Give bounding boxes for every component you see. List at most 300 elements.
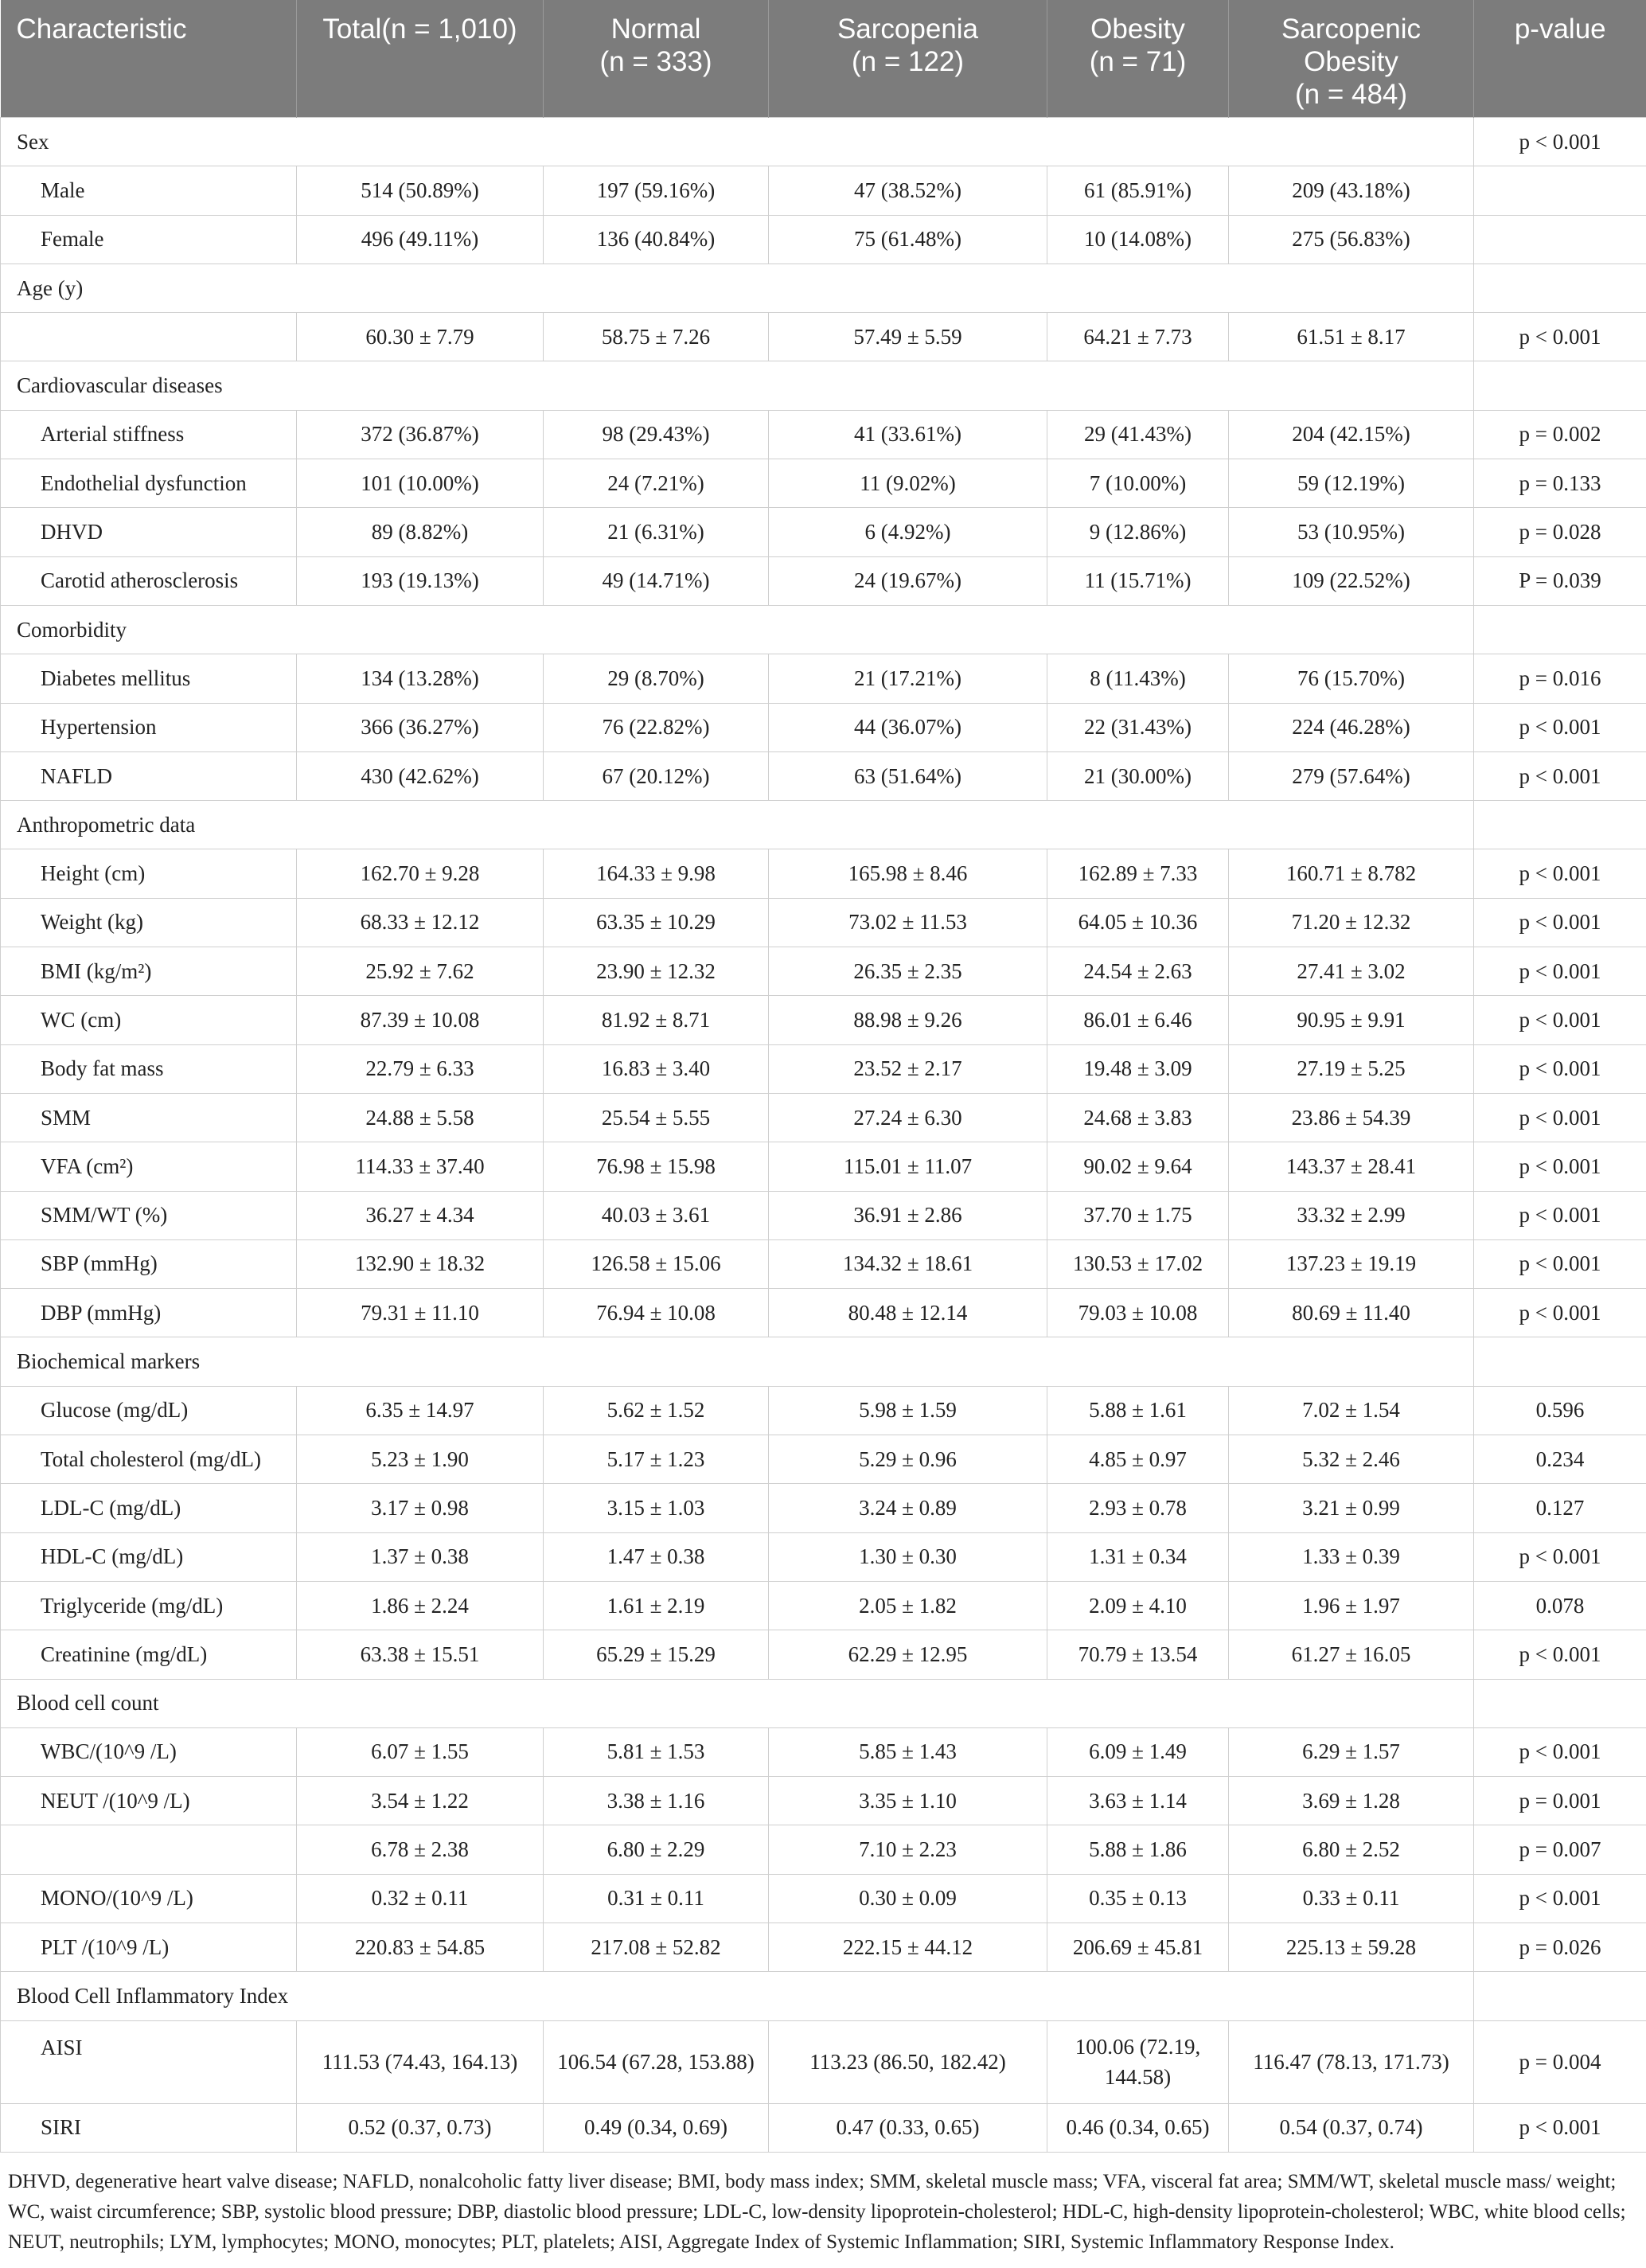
- p-value-cell: p < 0.001: [1474, 996, 1646, 1044]
- sarcopenia-cell: 5.98 ± 1.59: [769, 1386, 1047, 1435]
- normal-cell: 136 (40.84%): [544, 215, 769, 263]
- sarcopenic-obesity-cell: 23.86 ± 54.39: [1229, 1093, 1474, 1142]
- normal-cell: 76.98 ± 15.98: [544, 1142, 769, 1191]
- total-cell: 3.17 ± 0.98: [297, 1484, 544, 1532]
- obesity-cell: 22 (31.43%): [1047, 703, 1229, 751]
- row-label: NEUT /(10^9 /L): [1, 1777, 297, 1825]
- sarcopenia-cell: 44 (36.07%): [769, 703, 1047, 751]
- row-label: Height (cm): [1, 849, 297, 898]
- obesity-cell: 5.88 ± 1.61: [1047, 1386, 1229, 1435]
- row-label: NAFLD: [1, 751, 297, 800]
- table-row: [1, 898, 1646, 947]
- row-label: HDL-C (mg/dL): [1, 1532, 297, 1581]
- row-label: Triglyceride (mg/dL): [1, 1581, 297, 1630]
- sarcopenia-cell: 23.52 ± 2.17: [769, 1044, 1047, 1093]
- sarcopenic-obesity-cell: 225.13 ± 59.28: [1229, 1923, 1474, 1971]
- p-value-cell: [1474, 215, 1646, 263]
- sarcopenia-cell: 2.05 ± 1.82: [769, 1581, 1047, 1630]
- total-cell: 60.30 ± 7.79: [297, 313, 544, 361]
- obesity-cell: 70.79 ± 13.54: [1047, 1630, 1229, 1679]
- sarcopenia-cell: 75 (61.48%): [769, 215, 1047, 263]
- sarcopenic-obesity-cell: 1.96 ± 1.97: [1229, 1581, 1474, 1630]
- total-cell: 111.53 (74.43, 164.13): [297, 2020, 544, 2103]
- row-label: Endothelial dysfunction: [1, 459, 297, 508]
- table-row: [1, 1874, 1646, 1923]
- p-value-cell: p < 0.001: [1474, 1630, 1646, 1679]
- table-row: [1, 1386, 1646, 1435]
- normal-cell: 0.49 (0.34, 0.69): [544, 2103, 769, 2152]
- table-row: [1, 1289, 1646, 1337]
- sarcopenic-obesity-cell: 1.33 ± 0.39: [1229, 1532, 1474, 1581]
- normal-cell: 5.17 ± 1.23: [544, 1435, 769, 1484]
- sarcopenic-obesity-cell: 0.54 (0.37, 0.74): [1229, 2103, 1474, 2152]
- p-value-cell: p < 0.001: [1474, 1142, 1646, 1191]
- normal-cell: 21 (6.31%): [544, 508, 769, 556]
- total-cell: 0.52 (0.37, 0.73): [297, 2103, 544, 2152]
- row-label: BMI (kg/m²): [1, 947, 297, 996]
- sarcopenic-obesity-cell: 109 (22.52%): [1229, 556, 1474, 605]
- table-row: [1, 2103, 1646, 2152]
- p-value-cell: p < 0.001: [1474, 1093, 1646, 1142]
- obesity-cell: 162.89 ± 7.33: [1047, 849, 1229, 898]
- p-value-cell: 0.234: [1474, 1435, 1646, 1484]
- sarcopenia-cell: 47 (38.52%): [769, 166, 1047, 215]
- row-label: Creatinine (mg/dL): [1, 1630, 297, 1679]
- normal-cell: 63.35 ± 10.29: [544, 898, 769, 947]
- header-normal: [544, 0, 769, 118]
- header-normal-name: Normal: [610, 14, 701, 45]
- table-footnote: DHVD, degenerative heart valve disease; NAFLD, nonalcoholic fatty liver disease; BMI, body mass index; SMM, skeletal muscle mass; VFA, visceral fat area; SMM/WT, skeletal muscle mass/ weight; WC, waist circumference; SBP, systolic blood pressure; DBP, diastolic blood pressure; LDL-C, low-density lipoprotein-cholesterol; HDL-C, high-density lipoprotein-cholesterol; WBC, white blood cells; NEUT, neutrophils; LYM, lymphocytes; MONO, monocytes; PLT, platelets; AISI, Aggregate Index of Systemic Inflammation; SIRI, Systemic Inflammatory Response Index.: [8, 2171, 1626, 2253]
- row-label: SMM/WT (%): [1, 1191, 297, 1239]
- row-label: LDL-C (mg/dL): [1, 1484, 297, 1532]
- sarcopenia-cell: 5.29 ± 0.96: [769, 1435, 1047, 1484]
- p-value-cell: p < 0.001: [1474, 118, 1646, 166]
- obesity-cell: 6.09 ± 1.49: [1047, 1727, 1229, 1776]
- total-cell: 114.33 ± 37.40: [297, 1142, 544, 1191]
- p-value-cell: [1474, 263, 1646, 312]
- sarcopenia-cell: 88.98 ± 9.26: [769, 996, 1047, 1044]
- obesity-cell: 11 (15.71%): [1047, 556, 1229, 605]
- table-row: [1, 654, 1646, 703]
- normal-cell: 1.61 ± 2.19: [544, 1581, 769, 1630]
- obesity-cell: 206.69 ± 45.81: [1047, 1923, 1229, 1971]
- sarcopenic-obesity-cell: 3.21 ± 0.99: [1229, 1484, 1474, 1532]
- header-so-name2: Obesity: [1304, 46, 1398, 77]
- p-value-cell: [1474, 605, 1646, 654]
- table-row: [1, 1191, 1646, 1239]
- total-cell: 372 (36.87%): [297, 410, 544, 459]
- row-label: DBP (mmHg): [1, 1289, 297, 1337]
- sarcopenic-obesity-cell: 5.32 ± 2.46: [1229, 1435, 1474, 1484]
- header-total: Total(n = 1,010): [297, 0, 544, 118]
- row-label: [1, 1825, 297, 1874]
- sarcopenic-obesity-cell: 61.27 ± 16.05: [1229, 1630, 1474, 1679]
- normal-cell: 197 (59.16%): [544, 166, 769, 215]
- sarcopenia-cell: 57.49 ± 5.59: [769, 313, 1047, 361]
- header-obesity: [1047, 0, 1229, 118]
- p-value-cell: [1474, 166, 1646, 215]
- sarcopenic-obesity-cell: 76 (15.70%): [1229, 654, 1474, 703]
- sarcopenic-obesity-cell: 160.71 ± 8.782: [1229, 849, 1474, 898]
- header-so-name1: Sarcopenic: [1281, 14, 1422, 45]
- normal-cell: 29 (8.70%): [544, 654, 769, 703]
- sarcopenic-obesity-cell: 137.23 ± 19.19: [1229, 1239, 1474, 1288]
- sarcopenic-obesity-cell: 204 (42.15%): [1229, 410, 1474, 459]
- sarcopenic-obesity-cell: 143.37 ± 28.41: [1229, 1142, 1474, 1191]
- header-normal-n: (n = 333): [599, 46, 712, 77]
- row-label: Glucose (mg/dL): [1, 1386, 297, 1435]
- p-value-cell: p < 0.001: [1474, 1532, 1646, 1581]
- sarcopenic-obesity-cell: 3.69 ± 1.28: [1229, 1777, 1474, 1825]
- normal-cell: 65.29 ± 15.29: [544, 1630, 769, 1679]
- table-row: [1, 166, 1646, 215]
- normal-cell: 106.54 (67.28, 153.88): [544, 2020, 769, 2103]
- normal-cell: 1.47 ± 0.38: [544, 1532, 769, 1581]
- p-value-cell: p < 0.001: [1474, 1727, 1646, 1776]
- p-value-cell: 0.596: [1474, 1386, 1646, 1435]
- p-value-cell: p < 0.001: [1474, 703, 1646, 751]
- p-value-cell: p = 0.007: [1474, 1825, 1646, 1874]
- sarcopenia-cell: 41 (33.61%): [769, 410, 1047, 459]
- row-label: SBP (mmHg): [1, 1239, 297, 1288]
- table-row: [1, 849, 1646, 898]
- p-value-cell: p < 0.001: [1474, 1191, 1646, 1239]
- table-row: [1, 947, 1646, 996]
- total-cell: 193 (19.13%): [297, 556, 544, 605]
- sarcopenia-cell: 36.91 ± 2.86: [769, 1191, 1047, 1239]
- p-value-cell: p < 0.001: [1474, 313, 1646, 361]
- table-row: [1, 1923, 1646, 1971]
- section-label: Sex: [1, 118, 1474, 166]
- p-value-cell: p = 0.016: [1474, 654, 1646, 703]
- obesity-cell: 19.48 ± 3.09: [1047, 1044, 1229, 1093]
- sarcopenia-cell: 3.35 ± 1.10: [769, 1777, 1047, 1825]
- total-cell: 3.54 ± 1.22: [297, 1777, 544, 1825]
- obesity-cell: 0.46 (0.34, 0.65): [1047, 2103, 1229, 2152]
- row-label: Male: [1, 166, 297, 215]
- total-cell: 5.23 ± 1.90: [297, 1435, 544, 1484]
- obesity-cell: 5.88 ± 1.86: [1047, 1825, 1229, 1874]
- total-cell: 514 (50.89%): [297, 166, 544, 215]
- normal-cell: 81.92 ± 8.71: [544, 996, 769, 1044]
- sarcopenic-obesity-cell: 61.51 ± 8.17: [1229, 313, 1474, 361]
- sarcopenia-cell: 115.01 ± 11.07: [769, 1142, 1047, 1191]
- p-value-cell: p < 0.001: [1474, 947, 1646, 996]
- total-cell: 25.92 ± 7.62: [297, 947, 544, 996]
- table-row: [1, 1777, 1646, 1825]
- obesity-cell: 37.70 ± 1.75: [1047, 1191, 1229, 1239]
- obesity-cell: 2.93 ± 0.78: [1047, 1484, 1229, 1532]
- p-value-cell: p < 0.001: [1474, 1044, 1646, 1093]
- p-value-cell: p < 0.001: [1474, 849, 1646, 898]
- table-row: [1, 1142, 1646, 1191]
- total-cell: 22.79 ± 6.33: [297, 1044, 544, 1093]
- sarcopenic-obesity-cell: 209 (43.18%): [1229, 166, 1474, 215]
- total-cell: 132.90 ± 18.32: [297, 1239, 544, 1288]
- normal-cell: 5.81 ± 1.53: [544, 1727, 769, 1776]
- p-value-cell: p < 0.001: [1474, 2103, 1646, 2152]
- normal-cell: 76.94 ± 10.08: [544, 1289, 769, 1337]
- row-label: Total cholesterol (mg/dL): [1, 1435, 297, 1484]
- row-label: Body fat mass: [1, 1044, 297, 1093]
- sarcopenic-obesity-cell: 33.32 ± 2.99: [1229, 1191, 1474, 1239]
- sarcopenia-cell: 11 (9.02%): [769, 459, 1047, 508]
- p-value-cell: p = 0.002: [1474, 410, 1646, 459]
- obesity-cell: 29 (41.43%): [1047, 410, 1229, 459]
- sarcopenic-obesity-cell: 53 (10.95%): [1229, 508, 1474, 556]
- section-row: [1, 605, 1646, 654]
- sarcopenic-obesity-cell: 59 (12.19%): [1229, 459, 1474, 508]
- normal-cell: 40.03 ± 3.61: [544, 1191, 769, 1239]
- sarcopenia-cell: 80.48 ± 12.14: [769, 1289, 1047, 1337]
- normal-cell: 49 (14.71%): [544, 556, 769, 605]
- header-sarcopenia-name: Sarcopenia: [837, 14, 979, 45]
- sarcopenia-cell: 26.35 ± 2.35: [769, 947, 1047, 996]
- sarcopenia-cell: 73.02 ± 11.53: [769, 898, 1047, 947]
- row-label: DHVD: [1, 508, 297, 556]
- p-value-cell: [1474, 1679, 1646, 1727]
- sarcopenic-obesity-cell: 80.69 ± 11.40: [1229, 1289, 1474, 1337]
- total-cell: 134 (13.28%): [297, 654, 544, 703]
- table-row: [1, 1825, 1646, 1874]
- header-obesity-n: (n = 71): [1089, 46, 1187, 77]
- obesity-cell: 0.35 ± 0.13: [1047, 1874, 1229, 1923]
- section-label: Anthropometric data: [1, 801, 1474, 849]
- table-row: [1, 751, 1646, 800]
- total-cell: 430 (42.62%): [297, 751, 544, 800]
- obesity-cell: 10 (14.08%): [1047, 215, 1229, 263]
- p-value-cell: p < 0.001: [1474, 1289, 1646, 1337]
- sarcopenia-cell: 113.23 (86.50, 182.42): [769, 2020, 1047, 2103]
- normal-cell: 5.62 ± 1.52: [544, 1386, 769, 1435]
- sarcopenic-obesity-cell: 224 (46.28%): [1229, 703, 1474, 751]
- header-pvalue: p-value: [1474, 0, 1646, 118]
- table-header-row: [1, 0, 1646, 118]
- sarcopenic-obesity-cell: 6.29 ± 1.57: [1229, 1727, 1474, 1776]
- sarcopenia-cell: 134.32 ± 18.61: [769, 1239, 1047, 1288]
- obesity-cell: 130.53 ± 17.02: [1047, 1239, 1229, 1288]
- section-row: [1, 263, 1646, 312]
- sarcopenia-cell: 24 (19.67%): [769, 556, 1047, 605]
- row-label: Arterial stiffness: [1, 410, 297, 459]
- sarcopenia-cell: 27.24 ± 6.30: [769, 1093, 1047, 1142]
- row-label: Weight (kg): [1, 898, 297, 947]
- row-label: VFA (cm²): [1, 1142, 297, 1191]
- row-label: WC (cm): [1, 996, 297, 1044]
- obesity-cell: 24.68 ± 3.83: [1047, 1093, 1229, 1142]
- row-label: SMM: [1, 1093, 297, 1142]
- sarcopenia-cell: 1.30 ± 0.30: [769, 1532, 1047, 1581]
- sarcopenic-obesity-cell: 0.33 ± 0.11: [1229, 1874, 1474, 1923]
- sarcopenia-cell: 63 (51.64%): [769, 751, 1047, 800]
- p-value-cell: p < 0.001: [1474, 1874, 1646, 1923]
- p-value-cell: [1474, 361, 1646, 410]
- row-label: MONO/(10^9 /L): [1, 1874, 297, 1923]
- header-characteristic: Characteristic: [1, 0, 297, 118]
- normal-cell: 23.90 ± 12.32: [544, 947, 769, 996]
- table-row: [1, 1239, 1646, 1288]
- obesity-cell: 24.54 ± 2.63: [1047, 947, 1229, 996]
- obesity-cell: 100.06 (72.19, 144.58): [1047, 2020, 1229, 2103]
- obesity-cell: 8 (11.43%): [1047, 654, 1229, 703]
- section-row: [1, 801, 1646, 849]
- sarcopenic-obesity-cell: 7.02 ± 1.54: [1229, 1386, 1474, 1435]
- total-cell: 101 (10.00%): [297, 459, 544, 508]
- total-cell: 36.27 ± 4.34: [297, 1191, 544, 1239]
- total-cell: 6.78 ± 2.38: [297, 1825, 544, 1874]
- p-value-cell: p = 0.004: [1474, 2020, 1646, 2103]
- table-row: [1, 1093, 1646, 1142]
- normal-cell: 6.80 ± 2.29: [544, 1825, 769, 1874]
- table-row: [1, 1484, 1646, 1532]
- sarcopenia-cell: 21 (17.21%): [769, 654, 1047, 703]
- total-cell: 0.32 ± 0.11: [297, 1874, 544, 1923]
- table-body: [1, 118, 1646, 2153]
- total-cell: 366 (36.27%): [297, 703, 544, 751]
- sarcopenia-cell: 6 (4.92%): [769, 508, 1047, 556]
- section-label: Age (y): [1, 263, 1474, 312]
- sarcopenia-cell: 0.30 ± 0.09: [769, 1874, 1047, 1923]
- row-label: Diabetes mellitus: [1, 654, 297, 703]
- obesity-cell: 64.05 ± 10.36: [1047, 898, 1229, 947]
- total-cell: 68.33 ± 12.12: [297, 898, 544, 947]
- header-sarcopenic-obesity: [1229, 0, 1474, 118]
- normal-cell: 126.58 ± 15.06: [544, 1239, 769, 1288]
- total-cell: 496 (49.11%): [297, 215, 544, 263]
- sarcopenia-cell: 7.10 ± 2.23: [769, 1825, 1047, 1874]
- sarcopenia-cell: 0.47 (0.33, 0.65): [769, 2103, 1047, 2152]
- sarcopenia-cell: 5.85 ± 1.43: [769, 1727, 1047, 1776]
- sarcopenic-obesity-cell: 90.95 ± 9.91: [1229, 996, 1474, 1044]
- section-row: [1, 361, 1646, 410]
- obesity-cell: 4.85 ± 0.97: [1047, 1435, 1229, 1484]
- sarcopenic-obesity-cell: 27.41 ± 3.02: [1229, 947, 1474, 996]
- obesity-cell: 90.02 ± 9.64: [1047, 1142, 1229, 1191]
- total-cell: 162.70 ± 9.28: [297, 849, 544, 898]
- sarcopenic-obesity-cell: 71.20 ± 12.32: [1229, 898, 1474, 947]
- section-label: Cardiovascular diseases: [1, 361, 1474, 410]
- table-row: [1, 459, 1646, 508]
- row-label: AISI: [1, 2020, 297, 2103]
- row-label: PLT /(10^9 /L): [1, 1923, 297, 1971]
- normal-cell: 25.54 ± 5.55: [544, 1093, 769, 1142]
- normal-cell: 98 (29.43%): [544, 410, 769, 459]
- table-row: [1, 508, 1646, 556]
- header-sarcopenia-n: (n = 122): [851, 46, 965, 77]
- section-row: [1, 118, 1646, 166]
- table-row: [1, 313, 1646, 361]
- table-row: [1, 1044, 1646, 1093]
- table-row: [1, 1435, 1646, 1484]
- total-cell: 87.39 ± 10.08: [297, 996, 544, 1044]
- normal-cell: 3.38 ± 1.16: [544, 1777, 769, 1825]
- normal-cell: 67 (20.12%): [544, 751, 769, 800]
- normal-cell: 0.31 ± 0.11: [544, 1874, 769, 1923]
- table-row: [1, 556, 1646, 605]
- normal-cell: 217.08 ± 52.82: [544, 1923, 769, 1971]
- row-label: Hypertension: [1, 703, 297, 751]
- obesity-cell: 79.03 ± 10.08: [1047, 1289, 1229, 1337]
- header-sarcopenia: [769, 0, 1047, 118]
- sarcopenic-obesity-cell: 275 (56.83%): [1229, 215, 1474, 263]
- table-row: [1, 996, 1646, 1044]
- table-row: [1, 1630, 1646, 1679]
- total-cell: 1.86 ± 2.24: [297, 1581, 544, 1630]
- table-row: [1, 2020, 1646, 2103]
- row-label: [1, 313, 297, 361]
- header-obesity-name: Obesity: [1090, 14, 1185, 45]
- obesity-cell: 61 (85.91%): [1047, 166, 1229, 215]
- sarcopenic-obesity-cell: 27.19 ± 5.25: [1229, 1044, 1474, 1093]
- obesity-cell: 64.21 ± 7.73: [1047, 313, 1229, 361]
- section-label: Comorbidity: [1, 605, 1474, 654]
- section-label: Blood Cell Inflammatory Index: [1, 1972, 1474, 2020]
- section-label: Biochemical markers: [1, 1337, 1474, 1386]
- normal-cell: 76 (22.82%): [544, 703, 769, 751]
- table-row: [1, 1727, 1646, 1776]
- table-row: [1, 703, 1646, 751]
- total-cell: 6.35 ± 14.97: [297, 1386, 544, 1435]
- p-value-cell: p < 0.001: [1474, 751, 1646, 800]
- row-label: Carotid atherosclerosis: [1, 556, 297, 605]
- p-value-cell: p = 0.028: [1474, 508, 1646, 556]
- table-row: [1, 215, 1646, 263]
- row-label: WBC/(10^9 /L): [1, 1727, 297, 1776]
- header-so-n: (n = 484): [1294, 79, 1408, 110]
- p-value-cell: p = 0.133: [1474, 459, 1646, 508]
- normal-cell: 164.33 ± 9.98: [544, 849, 769, 898]
- sarcopenic-obesity-cell: 6.80 ± 2.52: [1229, 1825, 1474, 1874]
- normal-cell: 3.15 ± 1.03: [544, 1484, 769, 1532]
- sarcopenia-cell: 222.15 ± 44.12: [769, 1923, 1047, 1971]
- obesity-cell: 1.31 ± 0.34: [1047, 1532, 1229, 1581]
- sarcopenia-cell: 62.29 ± 12.95: [769, 1630, 1047, 1679]
- section-row: [1, 1679, 1646, 1727]
- table-row: [1, 1581, 1646, 1630]
- p-value-cell: P = 0.039: [1474, 556, 1646, 605]
- total-cell: 89 (8.82%): [297, 508, 544, 556]
- sarcopenic-obesity-cell: 279 (57.64%): [1229, 751, 1474, 800]
- total-cell: 6.07 ± 1.55: [297, 1727, 544, 1776]
- p-value-cell: [1474, 1972, 1646, 2020]
- section-label: Blood cell count: [1, 1679, 1474, 1727]
- sarcopenic-obesity-cell: 116.47 (78.13, 171.73): [1229, 2020, 1474, 2103]
- table-row: [1, 410, 1646, 459]
- row-label: Female: [1, 215, 297, 263]
- obesity-cell: 9 (12.86%): [1047, 508, 1229, 556]
- section-row: [1, 1972, 1646, 2020]
- sarcopenia-cell: 165.98 ± 8.46: [769, 849, 1047, 898]
- obesity-cell: 21 (30.00%): [1047, 751, 1229, 800]
- table-row: [1, 1532, 1646, 1581]
- p-value-cell: p = 0.026: [1474, 1923, 1646, 1971]
- row-label: SIRI: [1, 2103, 297, 2152]
- p-value-cell: 0.127: [1474, 1484, 1646, 1532]
- p-value-cell: 0.078: [1474, 1581, 1646, 1630]
- section-row: [1, 1337, 1646, 1386]
- obesity-cell: 3.63 ± 1.14: [1047, 1777, 1229, 1825]
- normal-cell: 16.83 ± 3.40: [544, 1044, 769, 1093]
- obesity-cell: 2.09 ± 4.10: [1047, 1581, 1229, 1630]
- obesity-cell: 86.01 ± 6.46: [1047, 996, 1229, 1044]
- total-cell: 79.31 ± 11.10: [297, 1289, 544, 1337]
- p-value-cell: p < 0.001: [1474, 898, 1646, 947]
- obesity-cell: 7 (10.00%): [1047, 459, 1229, 508]
- p-value-cell: p < 0.001: [1474, 1239, 1646, 1288]
- total-cell: 1.37 ± 0.38: [297, 1532, 544, 1581]
- total-cell: 24.88 ± 5.58: [297, 1093, 544, 1142]
- sarcopenia-cell: 3.24 ± 0.89: [769, 1484, 1047, 1532]
